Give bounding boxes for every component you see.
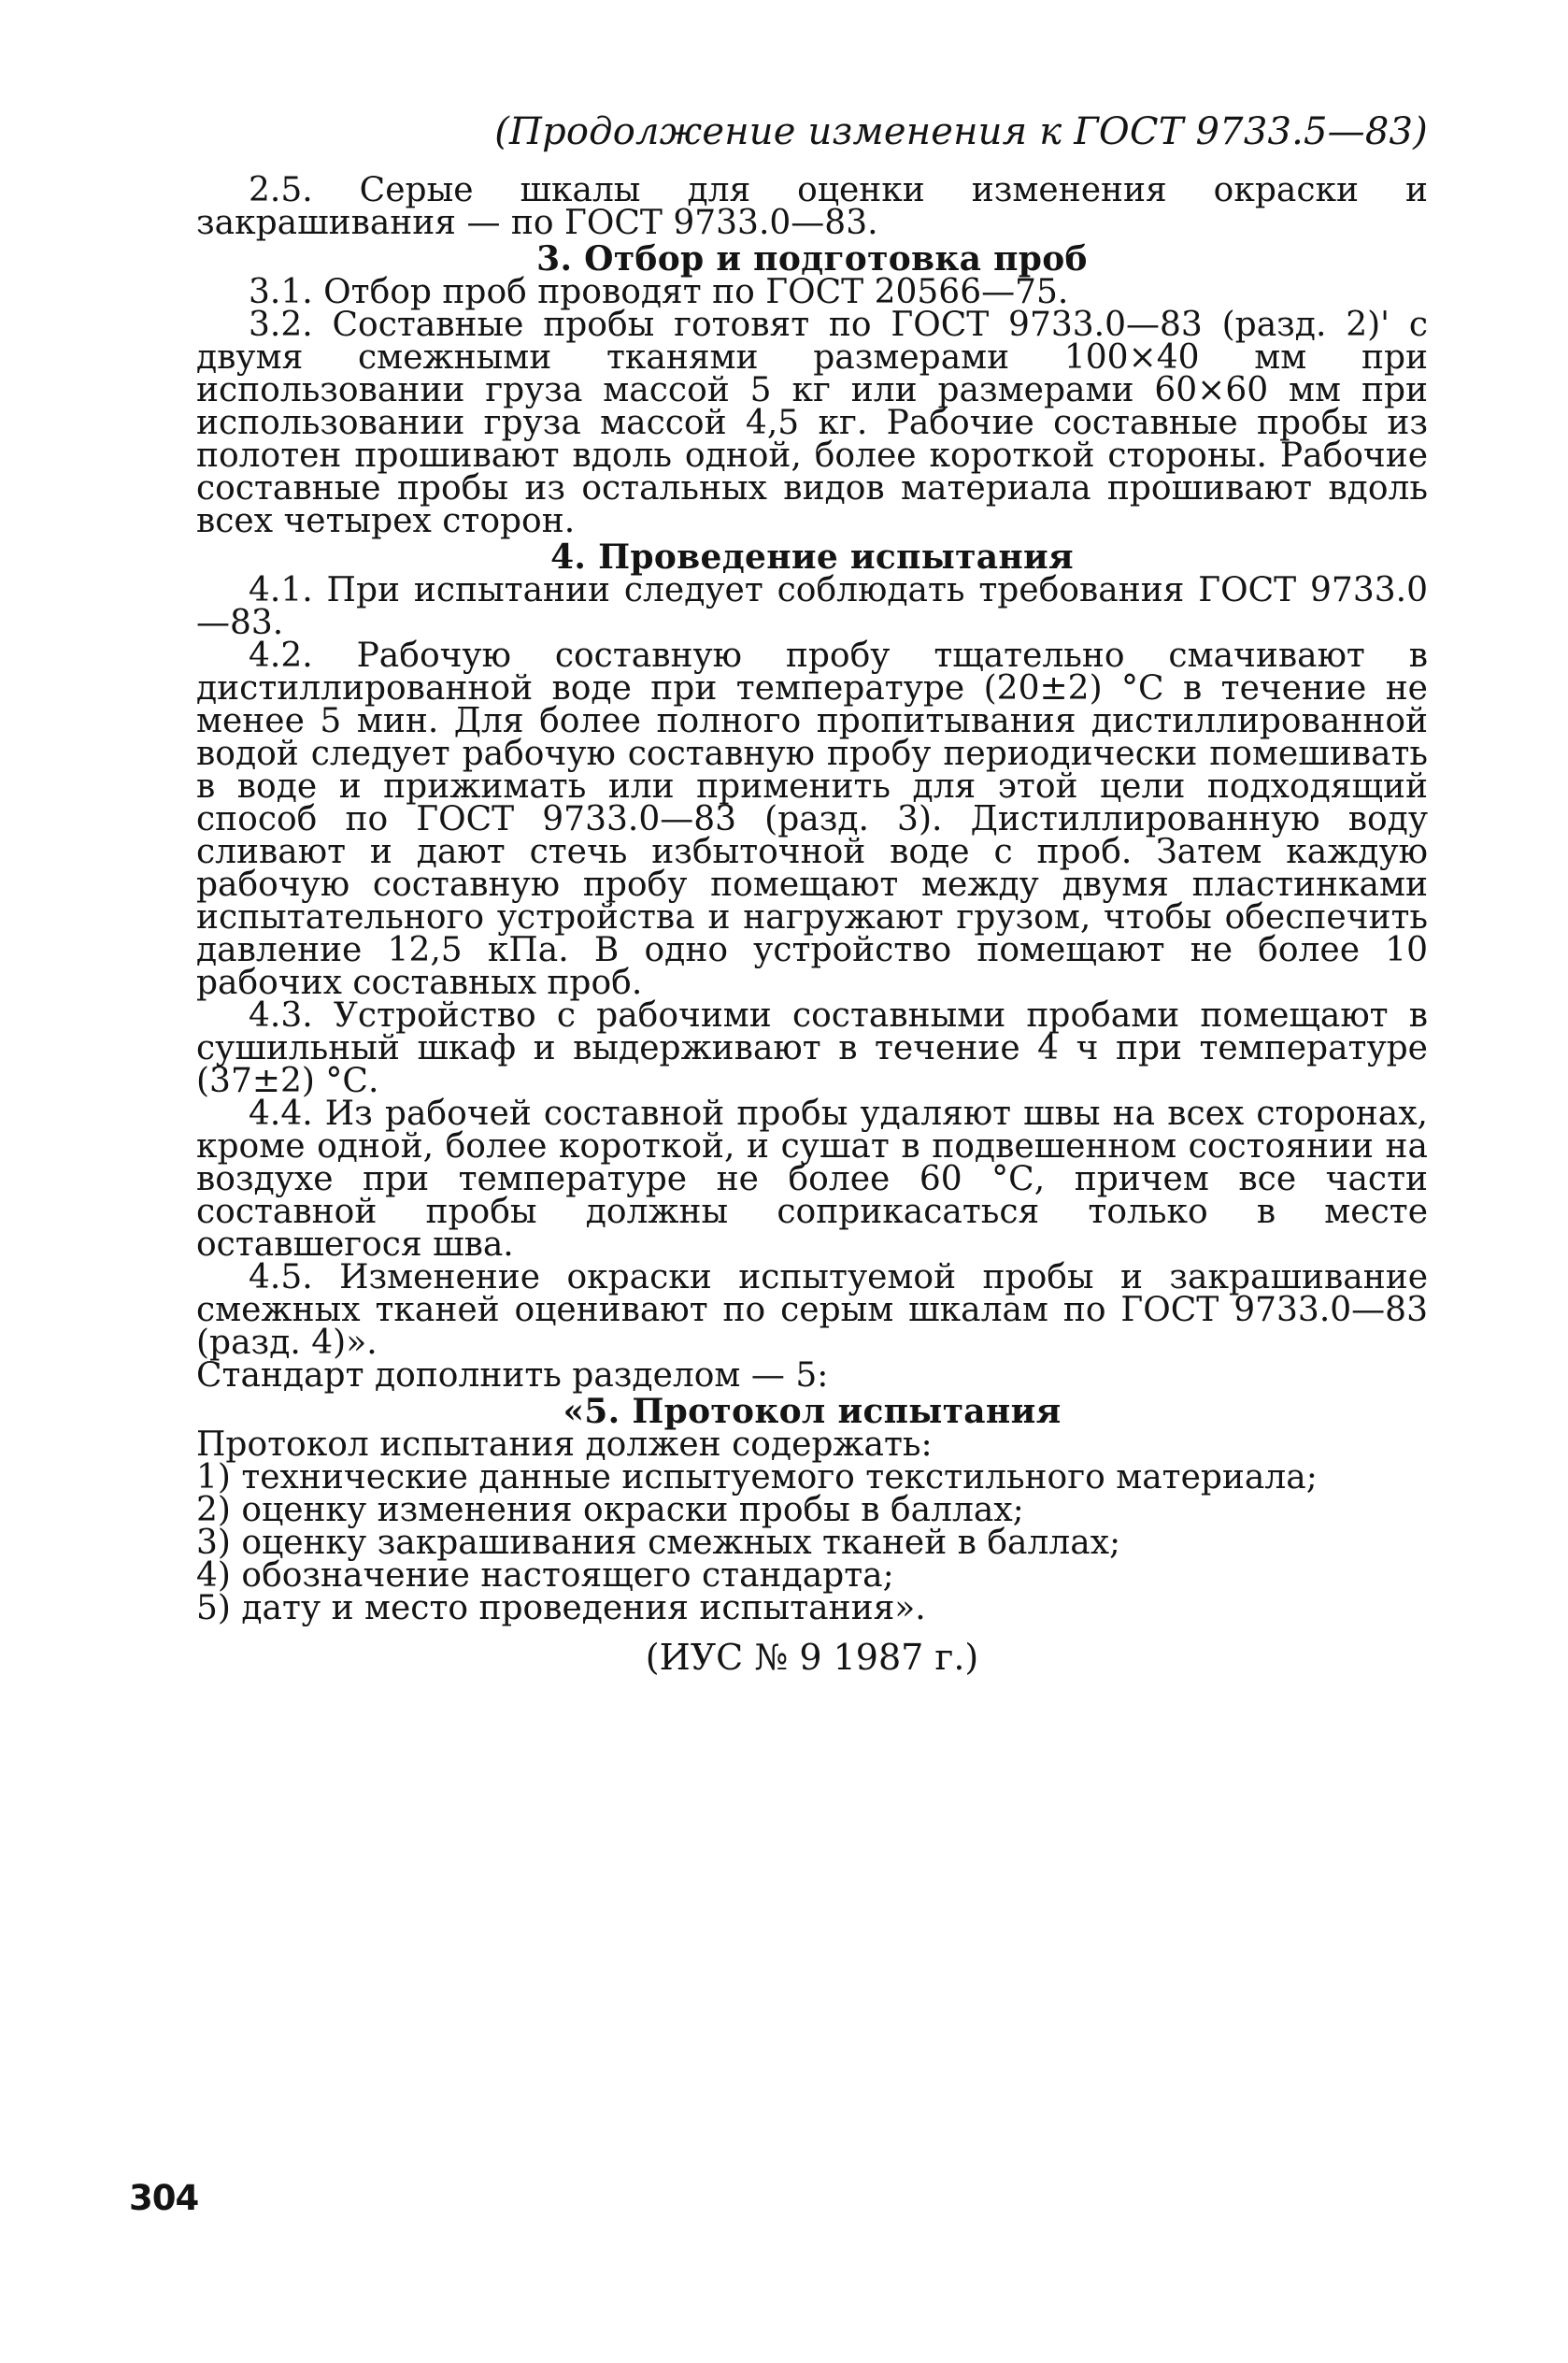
paragraph-4-3-text: 4.3. Устройство с рабочими составными пробами помещают в сушильный шкаф и выдерживают в течение 4 ч при температуре (37±2) °С.	[196, 996, 1428, 1100]
paragraph-3-2-text: 3.2. Составные пробы готовят по ГОСТ 9733.0—83 (разд. 2)' с двумя смежными тканями размерами 100×40 мм при использовании груза массой 5 кг или размерами 60×60 мм при использовании груза массой 4,5 кг. Рабочие составные пробы из полотен прошивают вдоль одной, более короткой стороны. Рабочие составные пробы из остальных видов материала прошивают вдоль всех четырех сторон.	[196, 306, 1428, 540]
paragraph-4-1-text: 4.1. При испытании следует соблюдать требования ГОСТ 9733.0—83.	[196, 571, 1428, 642]
list-item: 1) технические данные испытуемого текстильного материала;	[196, 1458, 1318, 1497]
paragraph-2-5	[196, 171, 1428, 242]
list-item: 2) оценку изменения окраски пробы в баллах;	[196, 1491, 1024, 1529]
paragraph-4-5-text: 4.5. Изменение окраски испытуемой пробы и закрашивание смежных тканей оценивают по серым шкалам по ГОСТ 9733.0—83 (разд. 4)».	[196, 1258, 1428, 1362]
publication-reference: (ИУС № 9 1987 г.)	[645, 1637, 979, 1678]
protocol-intro: Протокол испытания должен содержать:	[196, 1425, 933, 1464]
running-head: (Продолжение изменения к ГОСТ 9733.5—83)	[494, 110, 1428, 153]
paragraph-4-4-text: 4.4. Из рабочей составной пробы удаляют швы на всех сторонах, кроме одной, более короткой, и сушат в подвешенном состоянии на воздухе при температуре не более 60 °С, причем все части составной пробы должны соприкасаться только в месте оставшегося шва.	[196, 1095, 1428, 1264]
amendment-note-text: Стандарт дополнить разделом — 5:	[196, 1356, 829, 1395]
paragraph-3-1-text: 3.1. Отбор проб проводят по ГОСТ 20566—75.	[249, 273, 1069, 311]
paragraph-4-1	[196, 571, 1428, 642]
document-body	[196, 171, 1428, 1678]
paragraph-2-5-text: 2.5. Серые шкалы для оценки изменения окраски и закрашивания — по ГОСТ 9733.0—83.	[196, 171, 1428, 242]
paragraph-4-2	[196, 637, 1428, 1002]
paragraph-amendment-note	[196, 1356, 1428, 1395]
section-heading-3: 3. Отбор и подготовка проб	[536, 239, 1088, 279]
paragraph-4-5	[196, 1258, 1428, 1362]
list-item: 5) дату и место проведения испытания».	[196, 1589, 926, 1627]
section-heading-5: «5. Протокол испытания	[563, 1392, 1062, 1431]
list-item: 3) оценку закрашивания смежных тканей в баллах;	[196, 1524, 1121, 1562]
page-number: 304	[129, 2178, 199, 2218]
paragraph-4-4	[196, 1095, 1428, 1264]
list-item: 4) обозначение настоящего стандарта;	[196, 1556, 894, 1595]
paragraph-4-3	[196, 996, 1428, 1100]
section-heading-4: 4. Проведение испытания	[550, 537, 1074, 577]
paragraph-3-1	[196, 273, 1428, 311]
paragraph-3-2	[196, 306, 1428, 540]
paragraph-4-2-text: 4.2. Рабочую составную пробу тщательно смачивают в дистиллированной воде при температуре (20±2) °С в течение не менее 5 мин. Для более полного пропитывания дистиллированной водой следует рабочую составную пробу периодически помешивать в воде и прижимать или применить для этой цели подходящий способ по ГОСТ 9733.0—83 (разд. 3). Дистиллированную воду сливают и дают стечь избыточной воде с проб. Затем каждую рабочую составную пробу помещают между двумя пластинками испытательного устройства и нагружают грузом, чтобы обеспечить давление 12,5 кПа. В одно устройство помещают не более 10 рабочих составных проб.	[196, 637, 1428, 1002]
